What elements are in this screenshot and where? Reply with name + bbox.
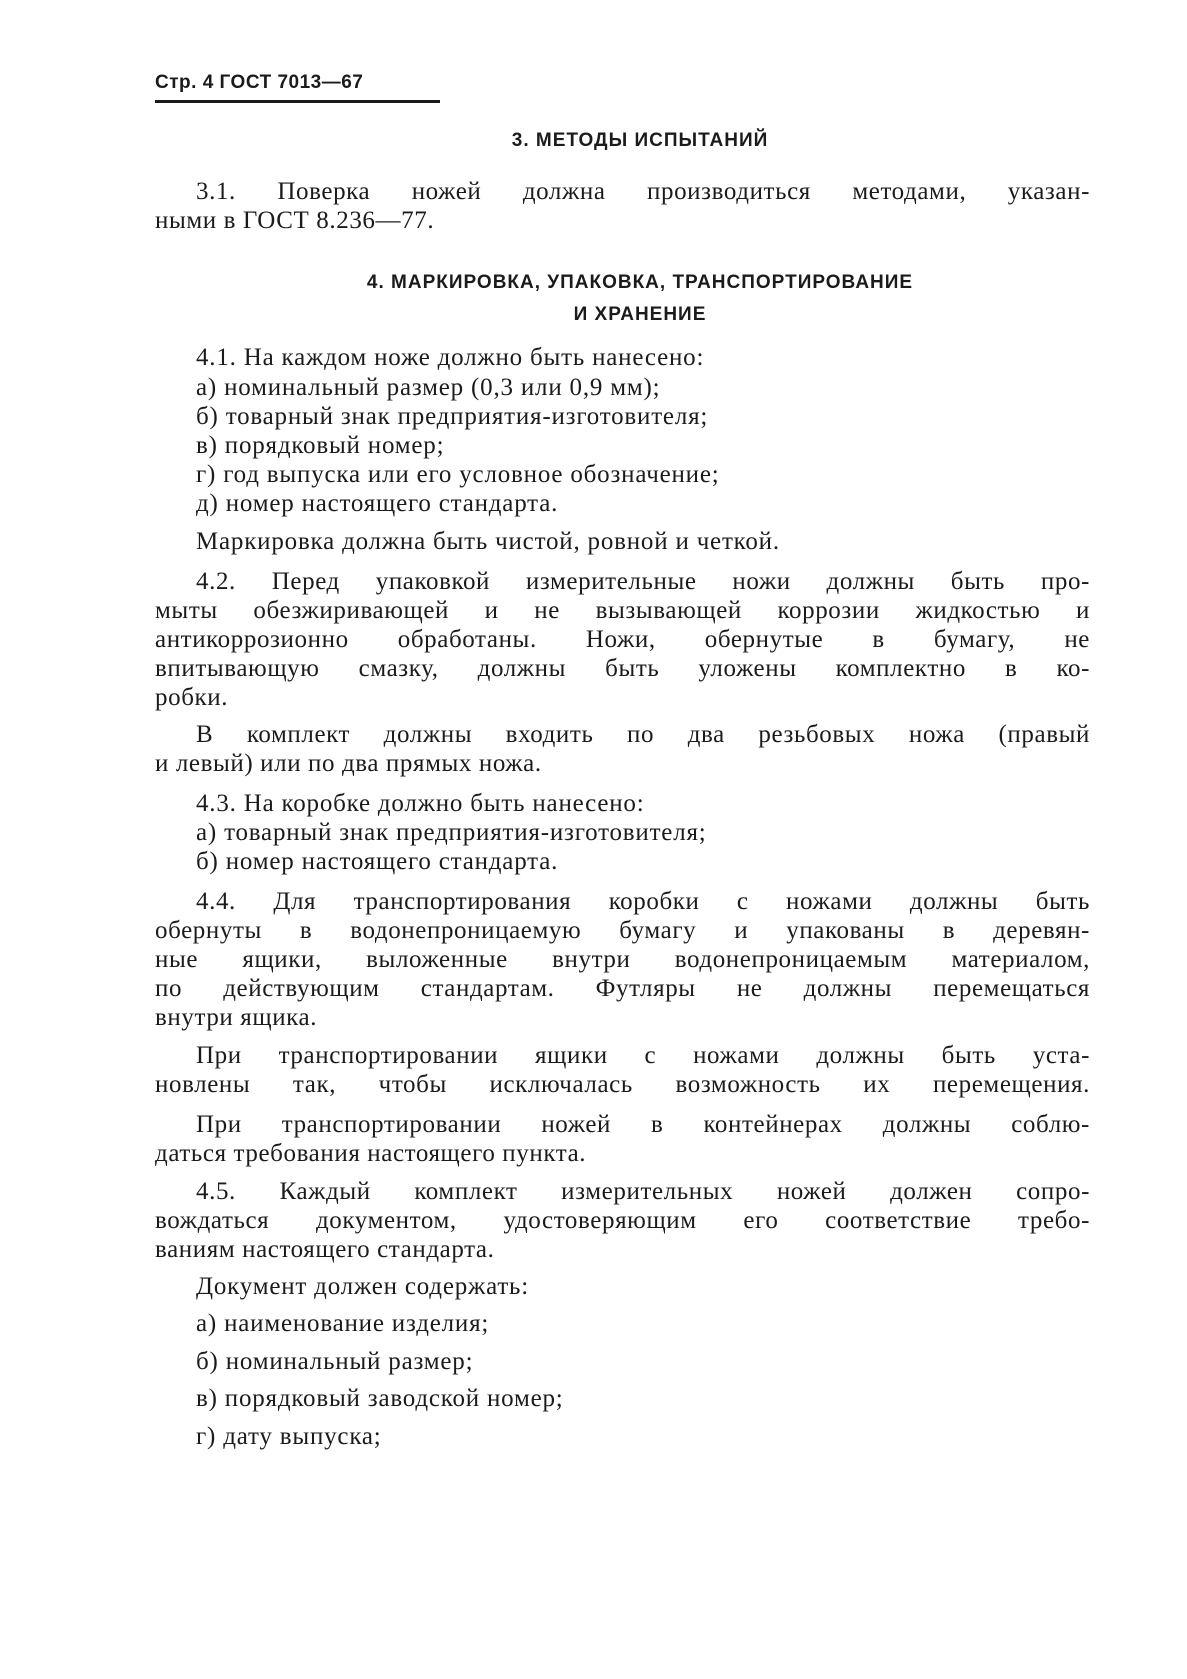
- list-item: а) номинальный размер (0,3 или 0,9 мм);: [196, 374, 661, 401]
- paragraph-4-5-line: 4.5. Каждый комплект измерительных ножей должен сопро-: [196, 1178, 1090, 1205]
- paragraph-4-4-line: по действующим стандартам. Футляры не должны перемещаться: [155, 975, 1090, 1002]
- list-item: б) товарный знак предприятия-изготовителя;: [196, 403, 709, 430]
- list-item: а) наименование изделия;: [196, 1310, 490, 1337]
- paragraph-4-2-b-line: и левый) или по два прямых ножа.: [155, 750, 542, 777]
- paragraph-4-5-line: ваниям настоящего стандарта.: [155, 1236, 495, 1263]
- paragraph-4-4-b-line: новлены так, чтобы исключалась возможность их перемещения.: [155, 1071, 1090, 1098]
- paragraph-3-1-line-1: 3.1. Поверка ножей должна производиться методами, указан-: [196, 178, 1090, 205]
- paragraph-4-2-b-line: В комплект должны входить по два резьбовых ножа (правый: [196, 721, 1090, 748]
- paragraph-4-4-line: обернуты в водонепроницаемую бумагу и упакованы в деревян-: [155, 917, 1090, 944]
- list-item: г) год выпуска или его условное обозначение;: [196, 461, 720, 488]
- section-3-title: 3. МЕТОДЫ ИСПЫТАНИЙ: [511, 130, 769, 151]
- section-4-title-line-1: 4. МАРКИРОВКА, УПАКОВКА, ТРАНСПОРТИРОВАНИЕ: [366, 272, 914, 293]
- list-item: в) порядковый номер;: [196, 432, 445, 459]
- paragraph-4-4-line: ные ящики, выложенные внутри водонепроницаемым материалом,: [155, 946, 1090, 973]
- paragraph-4-2-line: мыты обезжиривающей и не вызывающей коррозии жидкостью и: [155, 597, 1090, 624]
- paragraph-4-2-line: антикоррозионно обработаны. Ножи, обернутые в бумагу, не: [155, 626, 1090, 653]
- paragraph-4-2-line: 4.2. Перед упаковкой измерительные ножи должны быть про-: [196, 568, 1090, 595]
- list-item: в) порядковый заводской номер;: [196, 1385, 564, 1412]
- paragraph-4-1: 4.1. На каждом ноже должно быть нанесено:: [196, 344, 705, 371]
- list-item: д) номер настоящего стандарта.: [196, 490, 559, 517]
- paragraph-4-3: 4.3. На коробке должно быть нанесено:: [196, 790, 645, 817]
- list-item: г) дату выпуска;: [196, 1423, 382, 1450]
- paragraph-4-5-doc: Документ должен содержать:: [196, 1273, 530, 1300]
- paragraph-4-4-c-line: При транспортировании ножей в контейнерах должны соблю-: [196, 1111, 1090, 1138]
- page-header: Стр. 4 ГОСТ 7013—67: [155, 72, 440, 103]
- list-item: б) номер настоящего стандарта.: [196, 848, 559, 875]
- paragraph-4-4-line: внутри ящика.: [155, 1004, 318, 1031]
- paragraph-4-5-line: вождаться документом, удостоверяющим его соответствие требо-: [155, 1207, 1090, 1234]
- paragraph-4-2-line: робки.: [155, 684, 229, 711]
- paragraph-4-4-b-line: При транспортировании ящики с ножами должны быть уста-: [196, 1042, 1090, 1069]
- section-4-title-line-2: И ХРАНЕНИЕ: [573, 304, 707, 325]
- paragraph-4-1-note: Маркировка должна быть чистой, ровной и четкой.: [196, 528, 780, 555]
- list-item: б) номинальный размер;: [196, 1348, 474, 1375]
- paragraph-4-2-line: впитывающую смазку, должны быть уложены комплектно в ко-: [155, 655, 1090, 682]
- paragraph-4-4-c-line: даться требования настоящего пункта.: [155, 1140, 587, 1167]
- list-item: а) товарный знак предприятия-изготовителя;: [196, 819, 707, 846]
- paragraph-3-1-line-2: ными в ГОСТ 8.236—77.: [155, 207, 435, 234]
- paragraph-4-4-line: 4.4. Для транспортирования коробки с ножами должны быть: [196, 888, 1090, 915]
